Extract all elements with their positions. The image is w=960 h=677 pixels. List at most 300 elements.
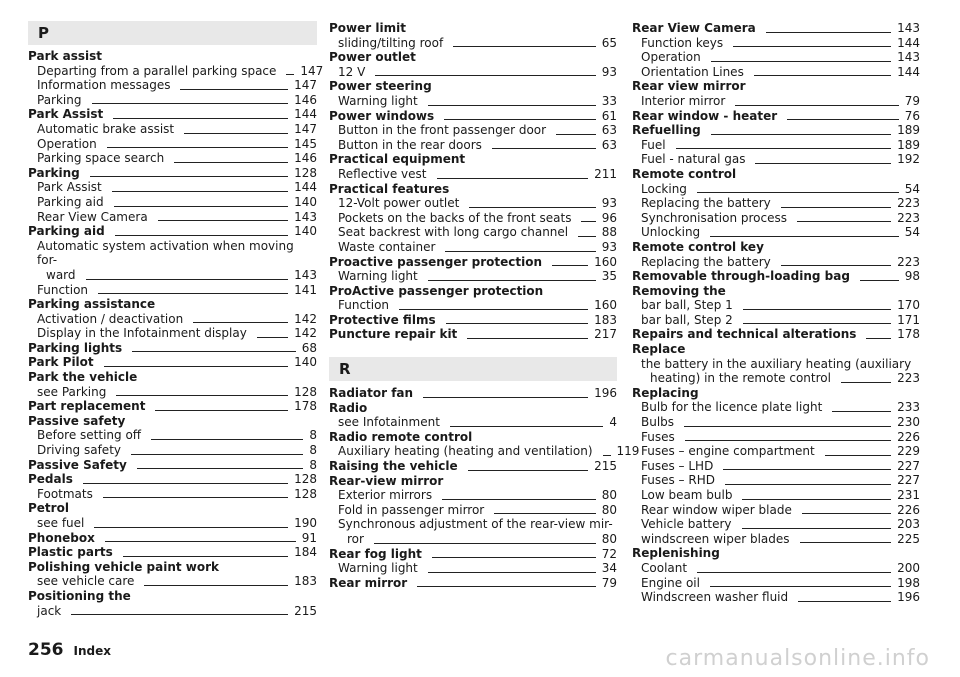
entry-label: Operation: [37, 136, 97, 151]
page-ref: 128: [294, 165, 317, 180]
leader-line: [90, 176, 288, 177]
index-subentry: [632, 561, 920, 576]
index-subentry: [28, 574, 317, 589]
index-subentry: [28, 122, 317, 137]
page-ref: 215: [294, 603, 317, 618]
entry-label: Warning light: [338, 561, 418, 576]
leader-line: [286, 74, 294, 75]
page-ref: 142: [294, 326, 317, 341]
index-subentry: [28, 63, 324, 79]
index-heading: Positioning the: [28, 588, 131, 603]
index-heading: Polishing vehicle paint work: [28, 559, 220, 574]
index-subentry: [28, 283, 317, 298]
entry-label: Footmats: [37, 486, 93, 501]
page-ref: 98: [904, 269, 920, 284]
entry-label: Exterior mirrors: [338, 488, 433, 503]
index-entry: [28, 399, 317, 414]
index-subentry-wrapped: [28, 239, 317, 283]
index-entry: [329, 459, 617, 474]
entry-label: Parking: [37, 92, 82, 107]
entry-label: Plastic parts: [28, 545, 113, 560]
entry-label: Vehicle battery: [641, 517, 732, 532]
index-subentry: [632, 36, 920, 51]
page-ref: 76: [904, 108, 920, 123]
entry-label: Replacing the battery: [641, 254, 771, 269]
index-subentry: [632, 459, 920, 474]
leader-line: [417, 586, 596, 587]
index-subentry: [632, 65, 920, 80]
page-ref: 93: [601, 64, 617, 79]
page-ref: 4: [609, 415, 617, 430]
page-ref: 223: [897, 254, 920, 269]
index-subentry: [28, 180, 317, 195]
leader-line: [428, 280, 596, 281]
index-subentry: [632, 94, 920, 109]
index-entry: [28, 107, 317, 122]
entry-label: Power windows: [329, 108, 435, 123]
leader-line: [137, 468, 304, 469]
leader-line: [603, 455, 611, 456]
leader-line: [71, 614, 288, 615]
index-entry: [28, 355, 317, 370]
entry-line: [28, 239, 317, 268]
entry-label: Warning light: [338, 269, 418, 284]
leader-line: [866, 338, 891, 339]
entry-line: [329, 532, 617, 547]
entry-label: Parking space search: [37, 151, 165, 166]
index-entry: [329, 327, 617, 342]
index-subentry: [329, 36, 617, 51]
entry-label: Display in the Infotainment display: [37, 326, 247, 341]
leader-line: [552, 265, 588, 266]
page-ref: 189: [897, 137, 920, 152]
page-ref: 119: [616, 444, 640, 459]
leader-line: [697, 192, 899, 193]
index-subentry: [329, 298, 617, 313]
leader-line: [469, 207, 595, 208]
entry-label: see Parking: [37, 384, 107, 399]
entry-label: Information messages: [37, 78, 171, 93]
page-ref: 192: [897, 152, 920, 167]
leader-line: [180, 89, 288, 90]
index-heading: Removing the: [632, 283, 726, 298]
index-column-1: [28, 21, 324, 618]
page-ref: 141: [294, 282, 317, 297]
index-heading: Remote control key: [632, 239, 764, 254]
entry-label: Automatic brake assist: [37, 121, 175, 136]
page-ref: 170: [897, 298, 920, 313]
entry-label: Fuses: [641, 429, 675, 444]
entry-label: Activation / deactivation: [37, 311, 184, 326]
leader-line: [155, 410, 288, 411]
index-heading: Power steering: [329, 79, 432, 94]
leader-line: [113, 118, 288, 119]
index-subentry: [329, 65, 617, 80]
index-subentry: [632, 576, 920, 591]
index-subentry-wrapped: [329, 517, 617, 546]
index-entry: [329, 109, 617, 124]
entry-label: 12 V: [338, 64, 366, 79]
entry-label: windscreen wiper blades: [641, 531, 790, 546]
index-entry: [28, 531, 317, 546]
leader-line: [787, 119, 899, 120]
index-subentry: [329, 211, 617, 226]
index-subentry: [632, 211, 920, 226]
entry-label: bar ball, Step 2: [641, 312, 733, 327]
page-ref: 227: [897, 473, 920, 488]
leader-line: [711, 134, 891, 135]
page-ref: 233: [897, 400, 920, 415]
index-column-3: [632, 21, 920, 605]
leader-line: [83, 483, 288, 484]
index-subentry: [632, 313, 920, 328]
index-subentry: [632, 196, 920, 211]
index-subentry: [329, 138, 617, 153]
entry-label: Rear View Camera: [632, 21, 756, 35]
entry-label: Unlocking: [641, 225, 701, 240]
page-ref: 144: [294, 107, 317, 122]
page-ref: 231: [897, 488, 920, 502]
index-heading: Power outlet: [329, 50, 416, 65]
index-subentry-wrapped: [632, 357, 920, 386]
entry-label: Auxiliary heating (heating and ventilation): [338, 444, 593, 459]
leader-line: [92, 103, 289, 104]
page-ref: 196: [897, 590, 920, 605]
page-ref: 147: [294, 78, 317, 93]
entry-line: [632, 357, 920, 372]
page-number: 256: [28, 640, 64, 660]
entry-label: sliding/tilting roof: [338, 35, 444, 50]
entry-label: Button in the rear doors: [338, 137, 482, 152]
leader-line: [450, 426, 603, 427]
page-ref: 144: [294, 180, 317, 195]
leader-line: [144, 585, 288, 586]
leader-line: [798, 601, 891, 602]
index-heading: Practical equipment: [329, 152, 466, 167]
leader-line: [733, 46, 891, 47]
entry-line: [632, 371, 920, 386]
entry-line: [329, 517, 617, 532]
leader-line: [766, 32, 891, 33]
entry-label: Function: [338, 298, 390, 313]
index-subentry: [28, 385, 317, 400]
entry-label: Bulbs: [641, 415, 675, 430]
index-subentry: [28, 78, 317, 93]
index-subentry: [632, 225, 920, 240]
entry-label: Operation: [641, 50, 701, 65]
page-ref: 223: [897, 210, 920, 225]
index-subentry: [28, 604, 317, 619]
page-ref: 88: [601, 225, 617, 240]
entry-label: Bulb for the licence plate light: [641, 400, 823, 415]
entry-label: Reflective vest: [338, 166, 427, 181]
leader-line: [437, 178, 589, 179]
leader-line: [710, 236, 899, 237]
page-ref: 80: [601, 488, 617, 503]
page-ref: 217: [594, 327, 617, 342]
index-entry: [329, 547, 617, 562]
page-ref: 171: [897, 312, 920, 327]
index-subentry: [28, 326, 317, 341]
index-subentry: [632, 488, 920, 503]
index-heading: Passive safety: [28, 413, 126, 428]
index-entry: [28, 224, 317, 239]
index-heading: Practical features: [329, 181, 450, 196]
index-entry: [632, 109, 920, 124]
index-subentry: [632, 430, 920, 445]
leader-line: [754, 75, 891, 76]
index-subentry: [632, 182, 920, 197]
leader-line: [742, 499, 891, 500]
leader-line: [781, 207, 891, 208]
leader-line: [432, 557, 596, 558]
entry-label: Pockets on the backs of the front seats: [338, 210, 572, 225]
index-subentry: [28, 137, 317, 152]
entry-line: [28, 268, 317, 283]
page-ref: 147: [294, 121, 317, 136]
entry-label: Departing from a parallel parking space: [37, 63, 277, 78]
entry-label: Puncture repair kit: [329, 327, 458, 342]
page-ref: 68: [301, 340, 317, 355]
leader-line: [103, 497, 288, 498]
page-ref: 79: [601, 575, 617, 590]
leader-line: [86, 279, 289, 280]
page-ref: 147: [300, 63, 324, 78]
page-ref: 8: [309, 428, 317, 443]
entry-label: Protective films: [329, 312, 436, 327]
index-entry: [28, 458, 317, 473]
page-ref: 72: [601, 546, 617, 561]
leader-line: [710, 586, 891, 587]
index-subentry: [632, 532, 920, 547]
leader-line: [742, 528, 892, 529]
index-entry: [28, 166, 317, 181]
entry-label: Park Pilot: [28, 355, 94, 370]
section-name: Index: [73, 644, 111, 658]
index-subentry: [329, 167, 617, 182]
page-ref: 80: [601, 532, 617, 546]
entry-label: Function keys: [641, 35, 724, 50]
page-ref: 61: [601, 108, 617, 123]
entry-label: Rear mirror: [329, 575, 408, 590]
index-subentry: [632, 590, 920, 605]
entry-label: Synchronisation process: [641, 210, 787, 225]
page-ref: 183: [594, 312, 617, 327]
page-ref: 223: [897, 371, 920, 386]
leader-line: [743, 323, 891, 324]
page-ref: 144: [897, 64, 920, 79]
page-ref: 146: [294, 151, 317, 166]
entry-label: Button in the front passenger door: [338, 123, 547, 138]
entry-label: Parking lights: [28, 340, 123, 355]
page-ref: 189: [897, 123, 920, 138]
page-ref: 178: [897, 327, 920, 342]
leader-line: [800, 542, 892, 543]
page-ref: 140: [294, 224, 317, 239]
page-ref: 54: [904, 181, 920, 196]
entry-label: Waste container: [338, 239, 436, 254]
entry-label: Parking aid: [37, 194, 104, 209]
page-ref: 140: [294, 194, 317, 209]
entry-label: Phonebox: [28, 530, 95, 545]
leader-line: [468, 470, 588, 471]
index-subentry: [28, 312, 317, 327]
index-subentry: [28, 210, 317, 225]
index-subentry: [329, 269, 617, 284]
page-ref: 196: [594, 386, 617, 401]
entry-label: Seat backrest with long cargo channel: [338, 225, 569, 240]
index-subentry: [28, 151, 317, 166]
leader-line: [725, 484, 891, 485]
page-ref: 93: [601, 196, 617, 211]
entry-label: Rear window wiper blade: [641, 502, 792, 517]
page-ref: 143: [897, 21, 920, 35]
entry-label: Parking aid: [28, 224, 105, 239]
leader-line: [174, 162, 288, 163]
leader-line: [467, 338, 588, 339]
leader-line: [453, 46, 596, 47]
page-ref: 184: [294, 545, 317, 560]
leader-line: [104, 366, 288, 367]
entry-label: see Infotainment: [338, 415, 440, 430]
page-ref: 128: [294, 384, 317, 399]
index-heading: Radio: [329, 400, 368, 415]
page-ref: 34: [601, 561, 617, 576]
index-subentry: [329, 225, 617, 240]
index-entry: [329, 313, 617, 328]
entry-label: Function: [37, 282, 89, 297]
leader-line: [112, 191, 288, 192]
entry-label: jack: [37, 603, 62, 618]
leader-line: [825, 455, 891, 456]
entry-label: Radiator fan: [329, 386, 414, 401]
page-ref: 63: [601, 137, 617, 152]
leader-line: [131, 454, 303, 455]
index-heading: Remote control: [632, 166, 737, 181]
entry-label: Warning light: [338, 93, 418, 108]
leader-line: [676, 148, 892, 149]
page-ref: 160: [594, 254, 617, 269]
leader-line: [158, 220, 288, 221]
entry-label: Pedals: [28, 472, 73, 487]
entry-label: Refuelling: [632, 123, 701, 138]
entry-label: Fuel: [641, 137, 666, 152]
index-subentry: [632, 415, 920, 430]
entry-label: Passive Safety: [28, 457, 127, 472]
page-ref: 200: [897, 560, 920, 575]
index-heading: Replenishing: [632, 546, 720, 561]
index-subentry: [28, 428, 317, 443]
index-subentry: [329, 561, 617, 576]
entry-label: Orientation Lines: [641, 64, 744, 79]
page-ref: 183: [294, 574, 317, 589]
leader-line: [445, 251, 595, 252]
entry-label: Raising the vehicle: [329, 459, 458, 474]
page-ref: 144: [897, 35, 920, 50]
entry-label: Coolant: [641, 560, 688, 575]
index-entry: [632, 269, 920, 284]
leader-line: [711, 61, 891, 62]
page-ref: 143: [897, 50, 920, 65]
index-column-2: [329, 21, 640, 590]
leader-line: [105, 541, 296, 542]
entry-label: 12-Volt power outlet: [338, 196, 460, 211]
leader-line: [184, 133, 288, 134]
entry-label: Interior mirror: [641, 93, 726, 108]
index-entry: [28, 472, 317, 487]
leader-line: [841, 382, 891, 383]
page-ref: 91: [301, 530, 317, 545]
page-ref: 140: [294, 355, 317, 370]
index-subentry: [329, 123, 617, 138]
index-entry: [329, 576, 617, 591]
index-heading: Replace: [632, 342, 686, 357]
index-heading: Parking assistance: [28, 297, 156, 312]
entry-label: Rear fog light: [329, 546, 422, 561]
index-subentry: [329, 196, 617, 211]
page-ref: 128: [294, 472, 317, 487]
page-ref: 79: [904, 93, 920, 108]
leader-line: [114, 206, 288, 207]
page-ref: 190: [294, 516, 317, 530]
page-ref: 54: [904, 225, 920, 240]
leader-line: [428, 105, 596, 106]
page-ref: 143: [294, 209, 317, 224]
index-heading: Rear view mirror: [632, 79, 746, 94]
leader-line: [494, 513, 595, 514]
page-ref: 96: [601, 210, 617, 225]
page-ref: 226: [897, 502, 920, 517]
leader-line: [556, 134, 596, 135]
index-subentry: [632, 400, 920, 415]
leader-line: [832, 411, 891, 412]
entry-label: Parking: [28, 165, 80, 180]
index-subentry: [329, 94, 617, 109]
index-subentry: [28, 516, 317, 531]
index-subentry: [329, 488, 617, 503]
leader-line: [581, 221, 595, 222]
entry-label: Fuel - natural gas: [641, 152, 746, 167]
page-ref: 225: [897, 531, 920, 546]
index-subentry: [28, 195, 317, 210]
page-ref: 146: [294, 92, 317, 107]
page-ref: 143: [294, 267, 317, 282]
leader-line: [755, 163, 891, 164]
page-ref: 65: [601, 35, 617, 50]
leader-line: [116, 395, 288, 396]
index-entry: [28, 545, 317, 560]
entry-label: Fuses – RHD: [641, 473, 715, 488]
entry-label: bar ball, Step 1: [641, 298, 733, 313]
entry-label: Replacing the battery: [641, 196, 771, 211]
index-subentry: [329, 444, 640, 459]
leader-line: [151, 439, 303, 440]
entry-label: Rear View Camera: [37, 209, 148, 224]
entry-label: Driving safety: [37, 443, 121, 458]
entry-label: Repairs and technical alterations: [632, 327, 857, 342]
leader-line: [781, 265, 891, 266]
page-ref: 203: [897, 517, 920, 532]
leader-line: [685, 440, 891, 441]
page-ref: 230: [897, 415, 920, 430]
page-ref: 211: [594, 166, 617, 181]
page-ref: 63: [601, 123, 617, 138]
leader-line: [735, 105, 898, 106]
page-ref: 215: [594, 459, 617, 474]
index-subentry: [28, 93, 317, 108]
leader-line: [684, 426, 891, 427]
index-subentry: [632, 473, 920, 488]
